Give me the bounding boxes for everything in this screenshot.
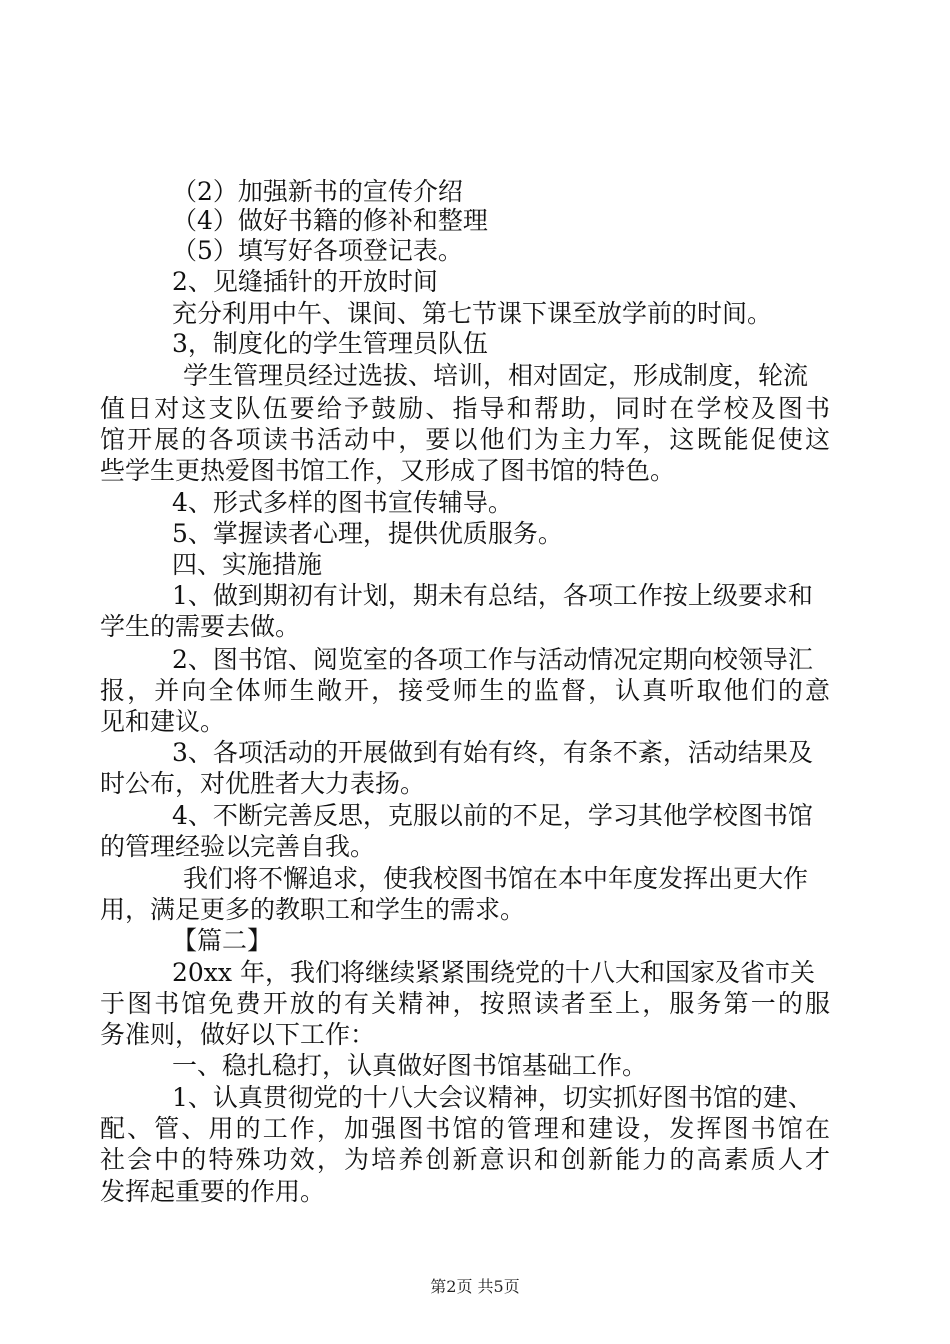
page-footer: 第2页 共5页 <box>430 1277 520 1296</box>
text-line: （2）加强新书的宣传介绍 <box>172 177 463 206</box>
text-line: 2、图书馆、阅览室的各项工作与活动情况定期向校领导汇 <box>172 645 813 674</box>
text-line: 发挥起重要的作用。 <box>100 1177 326 1206</box>
text-line: 用，满足更多的教职工和学生的需求。 <box>100 895 526 924</box>
text-line: 时公布，对优胜者大力表扬。 <box>100 769 426 798</box>
text-line: 学生管理员经过选拔、培训，相对固定，形成制度，轮流 <box>183 361 809 390</box>
text-line: 5、掌握读者心理，提供优质服务。 <box>172 519 563 548</box>
text-line: 1、认真贯彻党的十八大会议精神，切实抓好图书馆的建、 <box>172 1083 813 1112</box>
text-line: 务准则，做好以下工作： <box>100 1020 376 1049</box>
text-line: （4）做好书籍的修补和整理 <box>172 206 488 235</box>
text-line: 1、做到期初有计划，期未有总结，各项工作按上级要求和 <box>172 581 813 610</box>
text-line: 配、管、用的工作，加强图书馆的管理和建设，发挥图书馆在 <box>100 1114 830 1143</box>
text-line: （5）填写好各项登记表。 <box>172 236 463 265</box>
section-heading: 四、实施措施 <box>172 550 323 579</box>
text-line: 4、不断完善反思，克服以前的不足，学习其他学校图书馆 <box>172 801 813 830</box>
text-line: 些学生更热爱图书馆工作，又形成了图书馆的特色。 <box>100 456 676 485</box>
text-line: 3、各项活动的开展做到有始有终，有条不紊，活动结果及 <box>172 738 813 767</box>
text-line: 一、稳扎稳打，认真做好图书馆基础工作。 <box>172 1051 648 1080</box>
text-line: 值日对这支队伍要给予鼓励、指导和帮助，同时在学校及图书 <box>100 394 830 423</box>
text-line: 2、见缝插针的开放时间 <box>172 267 438 296</box>
text-line: 3，制度化的学生管理员队伍 <box>172 329 488 358</box>
text-line: 我们将不懈追求，使我校图书馆在本中年度发挥出更大作 <box>183 864 809 893</box>
section-heading: 【篇二】 <box>172 926 273 955</box>
text-line: 学生的需要去做。 <box>100 612 301 641</box>
text-line: 的管理经验以完善自我。 <box>100 832 376 861</box>
text-line: 见和建议。 <box>100 707 226 736</box>
text-line: 20xx 年，我们将继续紧紧围绕党的十八大和国家及省市关 <box>172 958 815 987</box>
text-line: 馆开展的各项读书活动中，要以他们为主力军，这既能促使这 <box>100 425 830 454</box>
text-line: 社会中的特殊功效，为培养创新意识和创新能力的高素质人才 <box>100 1145 830 1174</box>
text-line: 充分利用中午、课间、第七节课下课至放学前的时间。 <box>172 299 773 328</box>
text-line: 于图书馆免费开放的有关精神，按照读者至上，服务第一的服 <box>100 989 830 1018</box>
text-line: 报，并向全体师生敞开，接受师生的监督，认真听取他们的意 <box>100 676 830 705</box>
text-line: 4、形式多样的图书宣传辅导。 <box>172 488 513 517</box>
